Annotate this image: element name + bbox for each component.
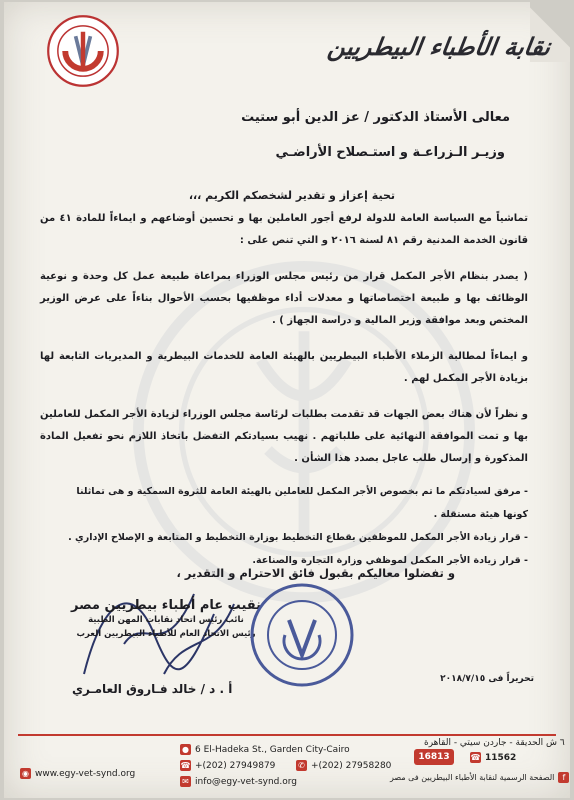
letterhead-footer <box>4 734 570 798</box>
closing-line: و تفضلوا معاليكم بقبول فائق الاحترام و التقدير ، <box>176 566 455 580</box>
date-written: تحريراً فى ٢٠١٨/٧/١٥ <box>440 674 534 684</box>
footer-phone-1: ☎ +(202) 27949879 <box>180 760 276 771</box>
phone-icon: ☎ <box>470 753 481 762</box>
footer-facebook[interactable]: f الصفحة الرسمية لنقابة الأطباء البيطريين فى مصر <box>390 772 569 783</box>
syndicate-name-header: نقابة الأطباء البيطريين <box>325 32 553 61</box>
globe-icon: ◉ <box>20 768 31 779</box>
signatory-title: نقيب عام أطباء بيطريين مصر <box>70 598 261 613</box>
greeting: تحية إعزاز و تقدير لشخصكم الكريم ،،، <box>188 189 395 202</box>
attachment-item: - قرار زيادة الأجر المكمل لموظفي وزارة التجارة والصناعة. <box>64 549 528 572</box>
addressee-title: وزيـر الـزراعـة و استـصلاح الأراضـي <box>275 145 505 160</box>
phone-icon: ☎ <box>180 761 191 770</box>
signatory-role-1: نائب رئيس اتحاد نقابات المهن الطبية <box>88 615 244 625</box>
attachment-item: - قرار زيادة الأجر المكمل للموظفين بقطاع التخطيط بوزارة التخطيط و المتابعة و الإصلاح الإداري . <box>64 526 528 549</box>
paragraph-1: تماشياً مع السياسة العامة للدولة لرفع أجور العاملين بها و تحسين أوضاعهم و ايماءاً للمادة ٤١ من قانون الخدمة المدنية رقم ٨١ لسنة ٢٠١٦ و التي تنص على : <box>40 213 529 246</box>
attachments-list <box>64 480 528 572</box>
footer-address-en: ● 6 El-Hadeka St., Garden City-Cairo <box>182 744 350 755</box>
signatory-role-2: رئيس الاتحاد العام للأطباء البيطريين العرب <box>76 629 256 639</box>
syndicate-logo <box>46 14 120 88</box>
attachment-item: - مرفق لسيادتكم ما تم بخصوص الأجر المكمل للعاملين بالهيئة العامة للثروة السمكية و هى تماثلنا كونها هيئة مستقلة . <box>64 480 528 526</box>
official-stamp <box>247 580 357 690</box>
footer-email[interactable]: ✉ info@egy-vet-synd.org <box>180 776 297 787</box>
facebook-icon: f <box>558 772 569 783</box>
paragraph-4: و نظراً لأن هناك بعض الجهات قد تقدمت بطلبات لرئاسة مجلس الوزراء لزيادة الأجر المكمل للعاملين بها و تمت الموافقة النهائية على طلباتهم . نهيب بسيادتكم التفضل باتخاذ اللازم نحو تفعيل المادة المذكورة و إرسال طلب عاجل بصدد هذا الشأن . <box>40 409 528 464</box>
fax-icon: ✆ <box>296 760 307 771</box>
signature-block <box>66 598 266 641</box>
location-pin-icon: ● <box>180 744 191 755</box>
letter-page <box>4 2 570 798</box>
signatory-name: أ . د / خالد فـاروق العامـري <box>72 682 233 696</box>
addressee-name: معالى الأستاذ الدكتور / عز الدين أبو ستيت <box>241 110 510 125</box>
footer-divider <box>18 734 556 736</box>
footer-phone-2: ✆ +(202) 27958280 <box>296 760 391 771</box>
footer-address-ar: ٦ ش الحديقة - جاردن سيتي - القاهرة <box>424 738 565 748</box>
paragraph-2: ( يصدر بنظام الأجر المكمل قرار من رئيس مجلس الوزراء بمراعاة طبيعة عمل كل وحدة و نوعية الوظائف بها و طبيعة اختصاصاتها و معدلات أداء موظفيها بحسب الأحوال بناءاً على عرض الوزير المختص وبعد موافقة وزير المالية و دراسة الجهاز ) . <box>40 271 528 326</box>
footer-short-number: ☎ 11562 <box>470 752 517 763</box>
paragraph-3: و ايماءاً لمطالبة الزملاء الأطباء البيطريين بالهيئة العامة للخدمات البيطرية و المديريات التابعة لها بزيادة الأجر المكمل لهم . <box>40 351 528 384</box>
hotline-badge: 16813 <box>414 749 454 765</box>
email-icon: ✉ <box>180 776 191 787</box>
footer-website[interactable]: ◉ www.egy-vet-synd.org <box>22 768 136 779</box>
